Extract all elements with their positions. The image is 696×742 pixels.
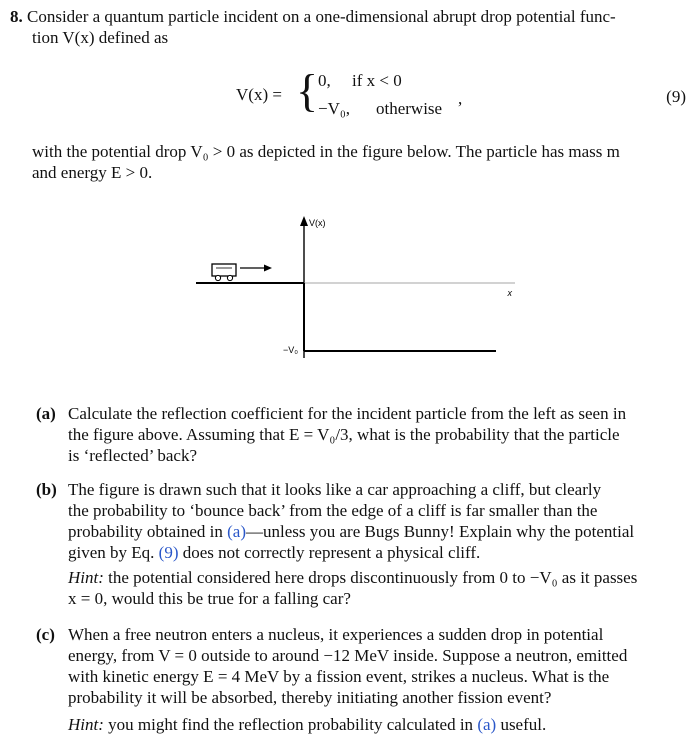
part-c-hint <box>68 714 686 735</box>
part-a-line-2: the figure above. Assuming that E = V₀/3, what is the probability that the particle <box>68 425 620 444</box>
equation-lhs: V(x) = <box>236 85 282 104</box>
equation-brace: { <box>296 65 319 116</box>
part-c-hint-label: Hint: <box>68 715 104 734</box>
equation-case1-value: 0, <box>318 71 331 90</box>
part-b-line-4-start: given by Eq. <box>68 543 159 562</box>
v0-label: −V₀ <box>283 345 298 355</box>
part-c-line-3: with kinetic energy E = 4 MeV by a fission event, strikes a nucleus. What is the <box>68 667 610 686</box>
part-b-line-3 <box>68 521 686 542</box>
part-b-line-3-rest: —unless you are Bugs Bunny! Explain why the potential <box>245 522 635 541</box>
problem-number: 8. <box>10 7 23 26</box>
equation-case2-value: −V₀, <box>318 99 351 118</box>
equation-comma: , <box>458 89 463 108</box>
ref-eq-9-link[interactable]: (9) <box>158 543 179 562</box>
problem-intro <box>10 6 690 27</box>
part-c-line-4: probability it will be absorbed, thereby initiating another fission event? <box>68 688 552 707</box>
y-axis-label: V(x) <box>309 218 326 228</box>
part-b-hint-label: Hint: <box>68 568 104 587</box>
part-b-hint-line-2: x = 0, would this be true for a falling car? <box>68 589 351 608</box>
ref-part-a-link[interactable]: (a) <box>227 522 246 541</box>
intro-line-2: tion V(x) defined as <box>32 28 169 47</box>
y-axis-arrowhead <box>300 216 308 226</box>
intro-line-1: Consider a quantum particle incident on a one-dimensional abrupt drop potential func- <box>27 7 616 26</box>
part-a-line-1: Calculate the reflection coefficient for the incident particle from the left as seen in <box>68 404 627 423</box>
after-eq-line-1: with the potential drop V₀ > 0 as depicted in the figure below. The particle has mass m <box>32 142 620 161</box>
part-c-hint-text: you might find the reflection probability calculated in <box>103 715 478 734</box>
part-b-line-2: the probability to ‘bounce back’ from the edge of a cliff is far smaller than the <box>68 501 598 520</box>
part-b-line-4 <box>68 542 686 563</box>
equation-tag: (9) <box>666 87 686 106</box>
car-icon <box>212 264 272 281</box>
part-a-label: (a) <box>36 404 56 423</box>
part-b-line-4-rest: does not correctly represent a physical cliff. <box>178 543 481 562</box>
part-c-line-2: energy, from V = 0 outside to around −12 MeV inside. Suppose a neutron, emitted <box>68 646 628 665</box>
part-c-line-1: When a free neutron enters a nucleus, it experiences a sudden drop in potential <box>68 625 604 644</box>
part-b-line-3-start: probability obtained in <box>68 522 228 541</box>
equation-case1-cond: if x < 0 <box>352 71 402 90</box>
part-b-line-1: The figure is drawn such that it looks like a car approaching a cliff, but clearly <box>68 480 602 499</box>
equation-case2-cond: otherwise <box>376 99 443 118</box>
part-a-line-3: is ‘reflected’ back? <box>68 446 197 465</box>
ref-part-a-link-2[interactable]: (a) <box>477 715 497 734</box>
part-b-label: (b) <box>36 480 57 499</box>
part-c-hint-end: useful. <box>496 715 547 734</box>
part-c-label: (c) <box>36 625 55 644</box>
part-b-hint-text: the potential considered here drops discontinuously from 0 to −V₀ as it passes <box>103 568 638 587</box>
x-axis-label: x <box>507 288 512 298</box>
after-eq-line-2: and energy E > 0. <box>32 163 153 182</box>
part-b-hint-line-1 <box>68 567 686 588</box>
potential-figure <box>190 210 510 370</box>
